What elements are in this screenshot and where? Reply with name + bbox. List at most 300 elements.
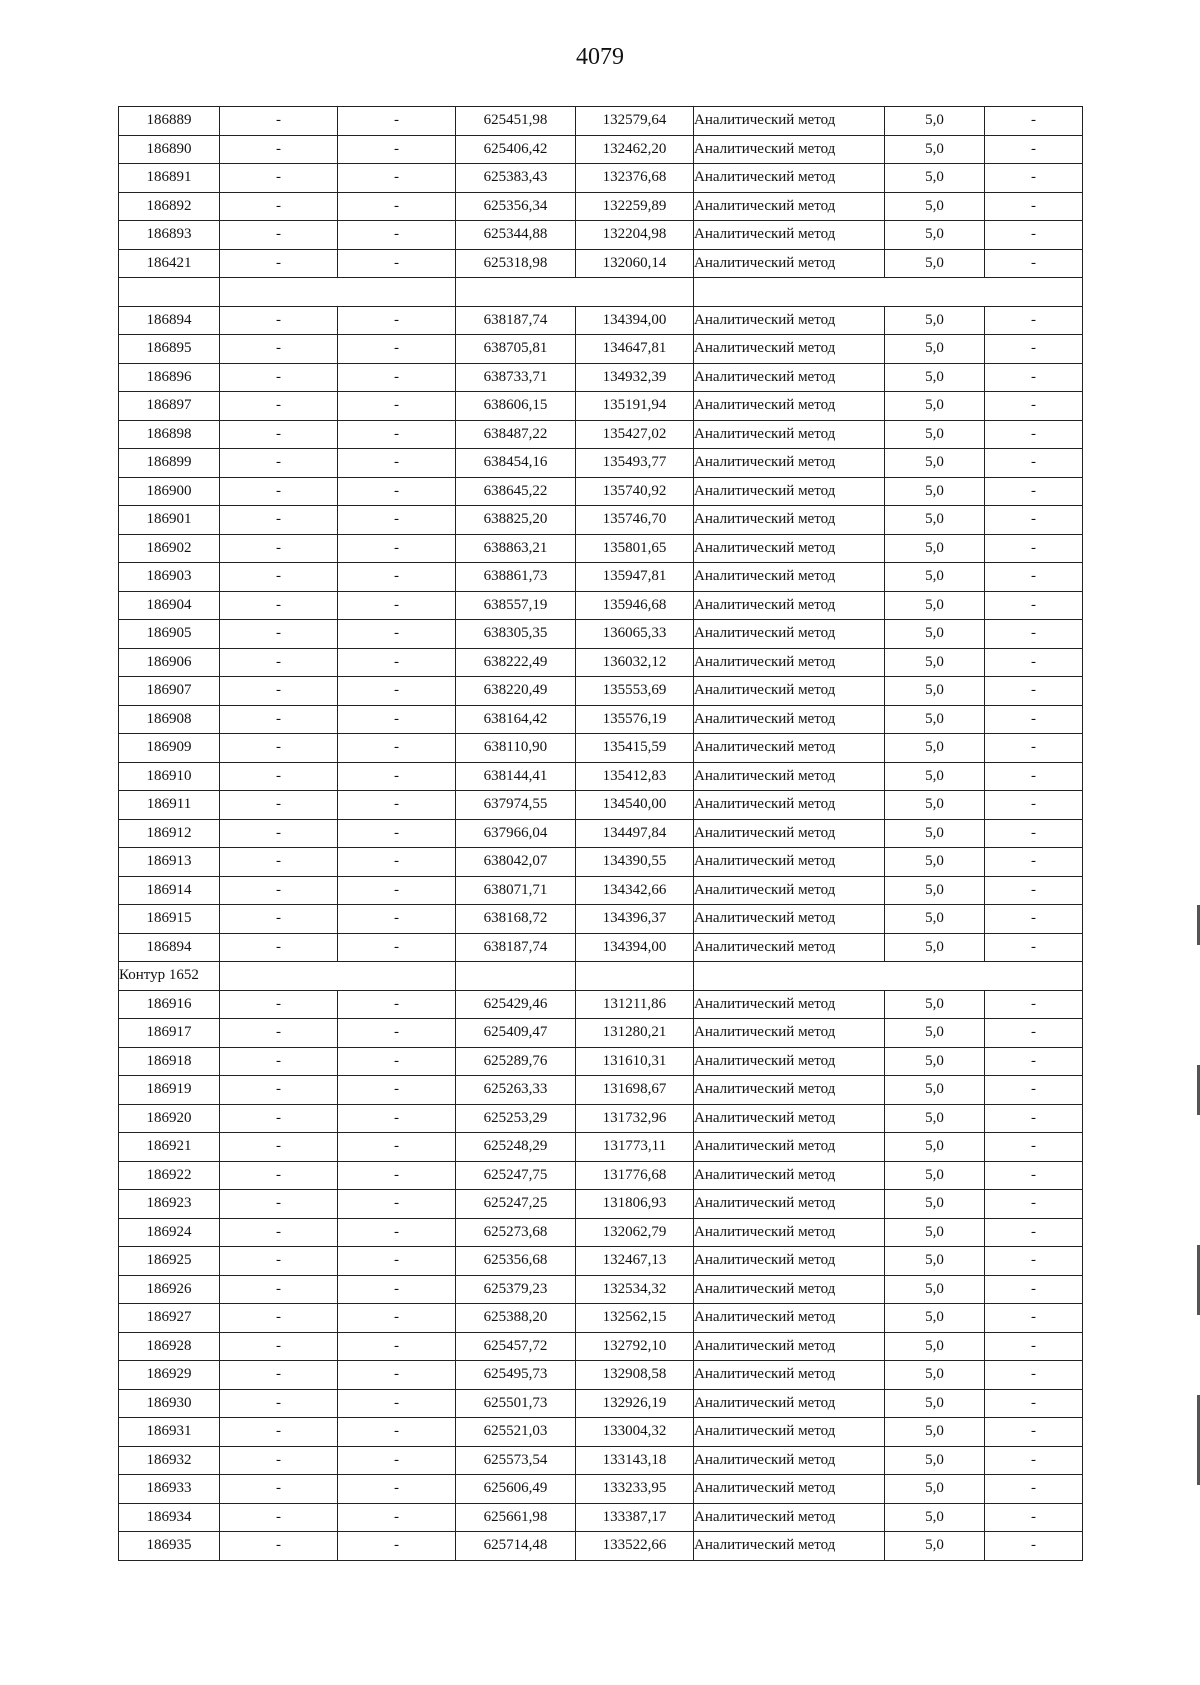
x-coordinate-cell: 638861,73 [456, 563, 576, 592]
note-cell: - [985, 1532, 1083, 1561]
x-coordinate-cell: 638557,19 [456, 591, 576, 620]
dash-cell: - [220, 762, 338, 791]
dash-cell: - [220, 107, 338, 136]
method-cell: Аналитический метод [694, 420, 885, 449]
table-row [119, 819, 1083, 848]
note-cell: - [985, 335, 1083, 364]
table-row [119, 1275, 1083, 1304]
empty-cell [220, 962, 456, 991]
dash-cell: - [338, 648, 456, 677]
dash-cell: - [338, 392, 456, 421]
point-id-cell: 186894 [119, 933, 220, 962]
empty-cell [456, 962, 576, 991]
y-coordinate-cell: 131610,31 [576, 1047, 694, 1076]
dash-cell: - [338, 1019, 456, 1048]
note-cell: - [985, 221, 1083, 250]
note-cell: - [985, 1247, 1083, 1276]
point-id-cell: 186894 [119, 306, 220, 335]
x-coordinate-cell: 638863,21 [456, 534, 576, 563]
accuracy-cell: 5,0 [885, 534, 985, 563]
dash-cell: - [220, 164, 338, 193]
y-coordinate-cell: 131776,68 [576, 1161, 694, 1190]
accuracy-cell: 5,0 [885, 563, 985, 592]
table-row [119, 1389, 1083, 1418]
dash-cell: - [338, 1532, 456, 1561]
accuracy-cell: 5,0 [885, 819, 985, 848]
point-id-cell: 186932 [119, 1446, 220, 1475]
x-coordinate-cell: 625501,73 [456, 1389, 576, 1418]
method-cell: Аналитический метод [694, 1133, 885, 1162]
note-cell: - [985, 876, 1083, 905]
note-cell: - [985, 1076, 1083, 1105]
note-cell: - [985, 306, 1083, 335]
accuracy-cell: 5,0 [885, 876, 985, 905]
y-coordinate-cell: 132467,13 [576, 1247, 694, 1276]
accuracy-cell: 5,0 [885, 648, 985, 677]
accuracy-cell: 5,0 [885, 1332, 985, 1361]
note-cell: - [985, 990, 1083, 1019]
dash-cell: - [338, 1047, 456, 1076]
accuracy-cell: 5,0 [885, 1304, 985, 1333]
table-row [119, 1190, 1083, 1219]
table-row [119, 591, 1083, 620]
point-id-cell: 186899 [119, 449, 220, 478]
dash-cell: - [338, 1418, 456, 1447]
x-coordinate-cell: 625383,43 [456, 164, 576, 193]
note-cell: - [985, 734, 1083, 763]
y-coordinate-cell: 132579,64 [576, 107, 694, 136]
dash-cell: - [220, 591, 338, 620]
dash-cell: - [338, 620, 456, 649]
note-cell: - [985, 848, 1083, 877]
dash-cell: - [338, 905, 456, 934]
note-cell: - [985, 1475, 1083, 1504]
dash-cell: - [220, 990, 338, 1019]
table-row [119, 791, 1083, 820]
table-row [119, 306, 1083, 335]
dash-cell: - [220, 477, 338, 506]
note-cell: - [985, 591, 1083, 620]
method-cell: Аналитический метод [694, 534, 885, 563]
table-row [119, 135, 1083, 164]
accuracy-cell: 5,0 [885, 677, 985, 706]
y-coordinate-cell: 132462,20 [576, 135, 694, 164]
note-cell: - [985, 1332, 1083, 1361]
dash-cell: - [220, 506, 338, 535]
note-cell: - [985, 819, 1083, 848]
accuracy-cell: 5,0 [885, 249, 985, 278]
accuracy-cell: 5,0 [885, 449, 985, 478]
note-cell: - [985, 420, 1083, 449]
accuracy-cell: 5,0 [885, 1190, 985, 1219]
method-cell: Аналитический метод [694, 1532, 885, 1561]
y-coordinate-cell: 133522,66 [576, 1532, 694, 1561]
method-cell: Аналитический метод [694, 1104, 885, 1133]
table-row [119, 1332, 1083, 1361]
method-cell: Аналитический метод [694, 221, 885, 250]
method-cell: Аналитический метод [694, 876, 885, 905]
dash-cell: - [338, 1247, 456, 1276]
x-coordinate-cell: 625573,54 [456, 1446, 576, 1475]
dash-cell: - [220, 1389, 338, 1418]
x-coordinate-cell: 638645,22 [456, 477, 576, 506]
table-row [119, 1304, 1083, 1333]
dash-cell: - [220, 534, 338, 563]
note-cell: - [985, 1361, 1083, 1390]
y-coordinate-cell: 132908,58 [576, 1361, 694, 1390]
note-cell: - [985, 1218, 1083, 1247]
y-coordinate-cell: 135493,77 [576, 449, 694, 478]
accuracy-cell: 5,0 [885, 591, 985, 620]
contour-label: Контур 1652 [119, 962, 220, 991]
x-coordinate-cell: 625409,47 [456, 1019, 576, 1048]
y-coordinate-cell: 135801,65 [576, 534, 694, 563]
y-coordinate-cell: 135191,94 [576, 392, 694, 421]
y-coordinate-cell: 135427,02 [576, 420, 694, 449]
dash-cell: - [338, 1190, 456, 1219]
method-cell: Аналитический метод [694, 734, 885, 763]
table-row [119, 1133, 1083, 1162]
accuracy-cell: 5,0 [885, 1218, 985, 1247]
note-cell: - [985, 677, 1083, 706]
point-id-cell: 186922 [119, 1161, 220, 1190]
table-row [119, 249, 1083, 278]
dash-cell: - [338, 420, 456, 449]
note-cell: - [985, 620, 1083, 649]
point-id-cell: 186897 [119, 392, 220, 421]
x-coordinate-cell: 637966,04 [456, 819, 576, 848]
accuracy-cell: 5,0 [885, 1019, 985, 1048]
point-id-cell: 186934 [119, 1503, 220, 1532]
dash-cell: - [220, 420, 338, 449]
empty-cell [694, 278, 1083, 307]
x-coordinate-cell: 638071,71 [456, 876, 576, 905]
table-row [119, 506, 1083, 535]
point-id-cell: 186893 [119, 221, 220, 250]
x-coordinate-cell: 638220,49 [456, 677, 576, 706]
table-row [119, 1446, 1083, 1475]
table-row [119, 221, 1083, 250]
dash-cell: - [338, 1133, 456, 1162]
dash-cell: - [338, 762, 456, 791]
note-cell: - [985, 1389, 1083, 1418]
method-cell: Аналитический метод [694, 905, 885, 934]
note-cell: - [985, 1446, 1083, 1475]
x-coordinate-cell: 625247,25 [456, 1190, 576, 1219]
table-row [119, 477, 1083, 506]
point-id-cell: 186923 [119, 1190, 220, 1219]
accuracy-cell: 5,0 [885, 306, 985, 335]
x-coordinate-cell: 638733,71 [456, 363, 576, 392]
method-cell: Аналитический метод [694, 392, 885, 421]
table-row [119, 705, 1083, 734]
note-cell: - [985, 449, 1083, 478]
y-coordinate-cell: 133004,32 [576, 1418, 694, 1447]
y-coordinate-cell: 131773,11 [576, 1133, 694, 1162]
method-cell: Аналитический метод [694, 1389, 885, 1418]
y-coordinate-cell: 135576,19 [576, 705, 694, 734]
y-coordinate-cell: 134497,84 [576, 819, 694, 848]
x-coordinate-cell: 638144,41 [456, 762, 576, 791]
accuracy-cell: 5,0 [885, 1389, 985, 1418]
dash-cell: - [338, 1275, 456, 1304]
dash-cell: - [338, 1475, 456, 1504]
point-id-cell: 186914 [119, 876, 220, 905]
note-cell: - [985, 107, 1083, 136]
empty-cell [119, 278, 220, 307]
method-cell: Аналитический метод [694, 1503, 885, 1532]
y-coordinate-cell: 134394,00 [576, 933, 694, 962]
y-coordinate-cell: 132534,32 [576, 1275, 694, 1304]
accuracy-cell: 5,0 [885, 1076, 985, 1105]
method-cell: Аналитический метод [694, 990, 885, 1019]
dash-cell: - [338, 534, 456, 563]
dash-cell: - [220, 335, 338, 364]
dash-cell: - [338, 876, 456, 905]
dash-cell: - [220, 734, 338, 763]
point-id-cell: 186895 [119, 335, 220, 364]
note-cell: - [985, 1133, 1083, 1162]
x-coordinate-cell: 625289,76 [456, 1047, 576, 1076]
method-cell: Аналитический метод [694, 1076, 885, 1105]
note-cell: - [985, 1503, 1083, 1532]
x-coordinate-cell: 638164,42 [456, 705, 576, 734]
method-cell: Аналитический метод [694, 1418, 885, 1447]
accuracy-cell: 5,0 [885, 705, 985, 734]
y-coordinate-cell: 131211,86 [576, 990, 694, 1019]
x-coordinate-cell: 638454,16 [456, 449, 576, 478]
x-coordinate-cell: 638187,74 [456, 306, 576, 335]
dash-cell: - [338, 848, 456, 877]
dash-cell: - [220, 1446, 338, 1475]
note-cell: - [985, 1161, 1083, 1190]
method-cell: Аналитический метод [694, 306, 885, 335]
method-cell: Аналитический метод [694, 705, 885, 734]
y-coordinate-cell: 134396,37 [576, 905, 694, 934]
table-row [119, 1019, 1083, 1048]
note-cell: - [985, 164, 1083, 193]
y-coordinate-cell: 132259,89 [576, 192, 694, 221]
method-cell: Аналитический метод [694, 1475, 885, 1504]
point-id-cell: 186918 [119, 1047, 220, 1076]
y-coordinate-cell: 135740,92 [576, 477, 694, 506]
method-cell: Аналитический метод [694, 1304, 885, 1333]
method-cell: Аналитический метод [694, 1332, 885, 1361]
method-cell: Аналитический метод [694, 591, 885, 620]
empty-cell [576, 962, 694, 991]
table-row [119, 1247, 1083, 1276]
x-coordinate-cell: 625429,46 [456, 990, 576, 1019]
dash-cell: - [338, 1076, 456, 1105]
x-coordinate-cell: 625406,42 [456, 135, 576, 164]
dash-cell: - [338, 1304, 456, 1333]
note-cell: - [985, 249, 1083, 278]
table-row [119, 762, 1083, 791]
note-cell: - [985, 363, 1083, 392]
dash-cell: - [338, 164, 456, 193]
y-coordinate-cell: 132376,68 [576, 164, 694, 193]
method-cell: Аналитический метод [694, 648, 885, 677]
dash-cell: - [338, 1218, 456, 1247]
table-body [119, 107, 1083, 1561]
dash-cell: - [220, 249, 338, 278]
method-cell: Аналитический метод [694, 1190, 885, 1219]
table-row [119, 1475, 1083, 1504]
dash-cell: - [220, 221, 338, 250]
table-row [119, 990, 1083, 1019]
x-coordinate-cell: 625248,29 [456, 1133, 576, 1162]
dash-cell: - [338, 1503, 456, 1532]
accuracy-cell: 5,0 [885, 363, 985, 392]
dash-cell: - [220, 135, 338, 164]
accuracy-cell: 5,0 [885, 1361, 985, 1390]
point-id-cell: 186892 [119, 192, 220, 221]
dash-cell: - [220, 1503, 338, 1532]
method-cell: Аналитический метод [694, 1218, 885, 1247]
dash-cell: - [220, 933, 338, 962]
y-coordinate-cell: 135415,59 [576, 734, 694, 763]
method-cell: Аналитический метод [694, 249, 885, 278]
method-cell: Аналитический метод [694, 677, 885, 706]
table-row [119, 335, 1083, 364]
table-row [119, 905, 1083, 934]
method-cell: Аналитический метод [694, 563, 885, 592]
point-id-cell: 186421 [119, 249, 220, 278]
method-cell: Аналитический метод [694, 1019, 885, 1048]
table-row [119, 1532, 1083, 1561]
accuracy-cell: 5,0 [885, 392, 985, 421]
dash-cell: - [338, 1446, 456, 1475]
table-row [119, 1503, 1083, 1532]
point-id-cell: 186898 [119, 420, 220, 449]
x-coordinate-cell: 625495,73 [456, 1361, 576, 1390]
accuracy-cell: 5,0 [885, 506, 985, 535]
accuracy-cell: 5,0 [885, 1161, 985, 1190]
method-cell: Аналитический метод [694, 762, 885, 791]
note-cell: - [985, 1104, 1083, 1133]
y-coordinate-cell: 135746,70 [576, 506, 694, 535]
dash-cell: - [220, 648, 338, 677]
x-coordinate-cell: 638168,72 [456, 905, 576, 934]
dash-cell: - [220, 1104, 338, 1133]
accuracy-cell: 5,0 [885, 933, 985, 962]
note-cell: - [985, 762, 1083, 791]
point-id-cell: 186919 [119, 1076, 220, 1105]
y-coordinate-cell: 133233,95 [576, 1475, 694, 1504]
accuracy-cell: 5,0 [885, 164, 985, 193]
method-cell: Аналитический метод [694, 477, 885, 506]
point-id-cell: 186900 [119, 477, 220, 506]
x-coordinate-cell: 625344,88 [456, 221, 576, 250]
dash-cell: - [220, 1019, 338, 1048]
point-id-cell: 186912 [119, 819, 220, 848]
dash-cell: - [220, 1361, 338, 1390]
point-id-cell: 186930 [119, 1389, 220, 1418]
point-id-cell: 186920 [119, 1104, 220, 1133]
method-cell: Аналитический метод [694, 335, 885, 364]
point-id-cell: 186891 [119, 164, 220, 193]
dash-cell: - [220, 1304, 338, 1333]
table-row [119, 848, 1083, 877]
x-coordinate-cell: 625356,68 [456, 1247, 576, 1276]
point-id-cell: 186909 [119, 734, 220, 763]
x-coordinate-cell: 638222,49 [456, 648, 576, 677]
table-row [119, 392, 1083, 421]
note-cell: - [985, 135, 1083, 164]
table-row [119, 1218, 1083, 1247]
dash-cell: - [220, 819, 338, 848]
note-cell: - [985, 1275, 1083, 1304]
method-cell: Аналитический метод [694, 1446, 885, 1475]
table-row [119, 164, 1083, 193]
point-id-cell: 186917 [119, 1019, 220, 1048]
x-coordinate-cell: 625247,75 [456, 1161, 576, 1190]
dash-cell: - [220, 363, 338, 392]
note-cell: - [985, 392, 1083, 421]
page-number: 4079 [576, 44, 624, 70]
table-row [119, 563, 1083, 592]
point-id-cell: 186890 [119, 135, 220, 164]
method-cell: Аналитический метод [694, 1161, 885, 1190]
dash-cell: - [338, 705, 456, 734]
table-row [119, 1361, 1083, 1390]
x-coordinate-cell: 638187,74 [456, 933, 576, 962]
point-id-cell: 186916 [119, 990, 220, 1019]
x-coordinate-cell: 638825,20 [456, 506, 576, 535]
y-coordinate-cell: 134390,55 [576, 848, 694, 877]
accuracy-cell: 5,0 [885, 221, 985, 250]
method-cell: Аналитический метод [694, 107, 885, 136]
dash-cell: - [220, 449, 338, 478]
dash-cell: - [220, 1332, 338, 1361]
y-coordinate-cell: 135946,68 [576, 591, 694, 620]
dash-cell: - [338, 363, 456, 392]
dash-cell: - [338, 1361, 456, 1390]
x-coordinate-cell: 625714,48 [456, 1532, 576, 1561]
empty-cell [220, 278, 456, 307]
y-coordinate-cell: 136065,33 [576, 620, 694, 649]
note-cell: - [985, 534, 1083, 563]
table-row [119, 1161, 1083, 1190]
empty-cell [694, 962, 1083, 991]
accuracy-cell: 5,0 [885, 1475, 985, 1504]
dash-cell: - [338, 791, 456, 820]
accuracy-cell: 5,0 [885, 620, 985, 649]
dash-cell: - [220, 192, 338, 221]
x-coordinate-cell: 638042,07 [456, 848, 576, 877]
dash-cell: - [338, 192, 456, 221]
table-row [119, 648, 1083, 677]
y-coordinate-cell: 134540,00 [576, 791, 694, 820]
x-coordinate-cell: 638705,81 [456, 335, 576, 364]
y-coordinate-cell: 133143,18 [576, 1446, 694, 1475]
coordinates-table [118, 106, 1083, 1561]
table-row [119, 620, 1083, 649]
dash-cell: - [220, 306, 338, 335]
y-coordinate-cell: 131806,93 [576, 1190, 694, 1219]
table-row [119, 933, 1083, 962]
method-cell: Аналитический метод [694, 620, 885, 649]
y-coordinate-cell: 135412,83 [576, 762, 694, 791]
dash-cell: - [220, 620, 338, 649]
accuracy-cell: 5,0 [885, 1532, 985, 1561]
x-coordinate-cell: 625263,33 [456, 1076, 576, 1105]
method-cell: Аналитический метод [694, 506, 885, 535]
dash-cell: - [338, 449, 456, 478]
point-id-cell: 186927 [119, 1304, 220, 1333]
method-cell: Аналитический метод [694, 1275, 885, 1304]
contour-label-row [119, 962, 1083, 991]
